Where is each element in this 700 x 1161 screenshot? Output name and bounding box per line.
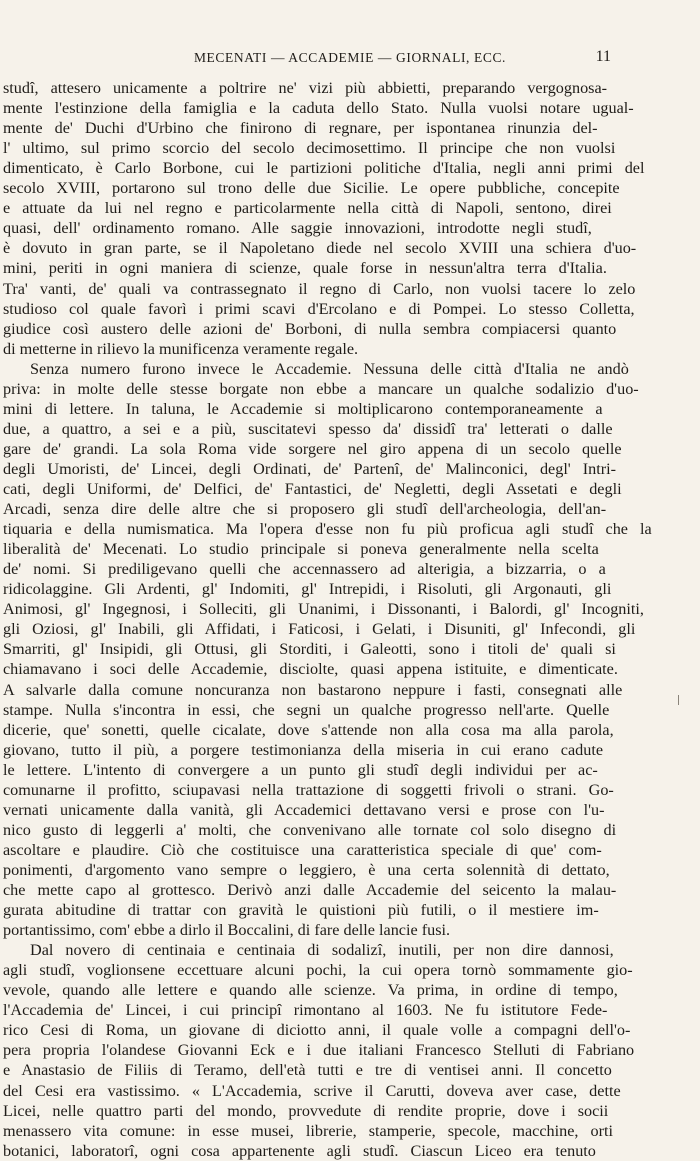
text-line: quasi, dell' ordinamento romano. Alle saggie innovazioni, introdotte negli studî, (3, 219, 592, 238)
text-line: portantissimo, com' ebbe a dirlo il Boccalini, di fare delle lancie fusi. (3, 921, 451, 940)
text-line: studioso col quale favorì i primi scavi d'Ercolano e di Pompei. Lo stesso Colletta, (3, 299, 635, 318)
text-line: gurata abitudine di trattar con gravità le quistioni più futili, o il mestiere im- (3, 901, 599, 920)
text-line: che mette capo al grottesco. Derivò anzi dalle Accademie del seicento la malau- (3, 881, 617, 899)
text-line: mini, periti in ogni maniera di scienze, quale forse in nessun'altra terra d'Italia. (3, 259, 607, 278)
running-title: MECENATI — ACCADEMIE — GIORNALI, ECC. (193, 50, 507, 65)
text-line: mini di lettere. In taluna, le Accademie si moltiplicarono contemporaneamente a (3, 399, 603, 418)
text-line: rico Cesi di Roma, un giovane di diciotto anni, il quale volle a compagni dell'o- (3, 1021, 631, 1040)
text-line: dimenticato, è Carlo Borbone, cui le partizioni politiche d'Italia, negli anni primi del (3, 159, 645, 178)
text-line: vernati unicamente dalla vanità, gli Accademici dettavano versi e prose con l'u- (3, 800, 605, 819)
text-line: giudice così austero delle azioni de' Borboni, di nulla sembra compiacersi quanto (3, 319, 617, 338)
text-line: Dal novero di centinaia e centinaia di sodalizî, inutili, per non dire dannosi, (30, 941, 614, 960)
text-line: menassero vita comune: in esse musei, librerie, stamperie, specole, macchine, orti (3, 1121, 613, 1140)
text-line: dicerie, que' sonetti, quelle cicalate, dove s'attende non alla cosa ma alla parola, (3, 720, 614, 739)
text-line: gli Oziosi, gl' Inabili, gli Affidati, i Faticosi, i Gelati, i Disuniti, gl' Infecondi, gli (3, 620, 636, 639)
text-line: comunarne il profitto, sciupavasi nella trattazione di soggetti frivoli o strani. Go- (3, 780, 614, 799)
text-line: ponimenti, d'argomento vano sempre o leggiero, è una certa solennità di dettato, (3, 860, 610, 879)
text-line: l' ultimo, sul primo scorcio del secolo decimosettimo. Il principe che non vuolsi (3, 139, 616, 158)
text-line: gare de' grandi. La sola Roma vide sorgere nel giro appena di un secolo quelle (3, 439, 622, 458)
text-line: Senza numero furono invece le Accademie. Nessuna delle città d'Italia ne andò (30, 359, 629, 378)
text-line: ascoltare e plaudire. Ciò che costituisce una caratteristica speciale di que' com- (3, 840, 602, 859)
text-line: botanici, laboratorî, ogni cosa appartenente agli studî. Ciascun Liceo era tenuto (3, 1141, 596, 1160)
text-line: Tra' vanti, de' quali va contrassegnato il regno di Carlo, non vuolsi tacere lo zelo (3, 279, 636, 298)
text-line: e Anastasio de Filiis di Teramo, dell'età tutti e tre di ventisei anni. Il concetto (3, 1061, 612, 1080)
text-line: pera propria l'olandese Giovanni Eck e i due italiani Francesco Stelluti di Fabriano (3, 1041, 635, 1060)
text-line: cati, degli Uniformi, de' Delfici, de' Fantastici, de' Negletti, degli Assetati e degli (3, 480, 622, 498)
text-line: priva: in molte delle stesse borgate non ebbe a mancare un qualche sodalizio d'uo- (3, 379, 639, 398)
text-line: A salvarle dalla comune noncuranza non bastarono neppure i fasti, consegnati alle (3, 680, 623, 699)
text-line: chiamavano i soci delle Accademie, disciolte, quasi appena istituite, e dimenticate. (3, 660, 618, 679)
text-line: studî, attesero unicamente a poltrire ne' vizi più abbietti, preparando vergognosa- (3, 79, 608, 97)
text-line: stampe. Nulla s'incontra in essi, che segni un qualche progresso nell'arte. Quelle (3, 700, 610, 719)
text-line: di metterne in rilievo la munificenza veramente regale. (3, 339, 359, 358)
text-line: de' nomi. Si prediligevano quelli che accennassero ad alterigia, a bizzarria, o a (3, 560, 606, 579)
text-line: del Cesi era vastissimo. « L'Accademia, scrive il Carutti, doveva aver case, dette (3, 1081, 621, 1100)
text-line: vevole, quando alle lettere e quando alle scienze. Va prima, in ordine di tempo, (3, 981, 618, 1000)
text-line: degli Umoristi, de' Lincei, degli Ordinati, de' Partenî, de' Malinconici, degl' Intri- (3, 459, 617, 478)
text-line: Arcadi, senza dire delle altre che si proposero gli studî dell'archeologia, dell'an- (3, 500, 607, 519)
text-line: mente de' Duchi d'Urbino che finirono di regnare, per ispontanea rinunzia del- (3, 119, 598, 138)
text-line: secolo XVIII, portarono sul trono delle due Sicilie. Le opere pubbliche, concepite (3, 179, 620, 198)
text-line: ridicolaggine. Gli Ardenti, gl' Indomiti, gl' Intrepidi, i Risoluti, gli Argonauti, gli (3, 580, 612, 599)
text-line: mente l'estinzione della famiglia e la caduta dello Stato. Nulla vuolsi notare ugual- (3, 99, 634, 118)
text-line: Licei, nelle quattro parti del mondo, provvedute di rendite proprie, dove i socii (3, 1101, 609, 1120)
text-line: Smarriti, gl' Insipidi, gli Ottusi, gli Storditi, i Galeotti, sono i titoli de' quali si (3, 640, 616, 659)
margin-mark (678, 695, 679, 705)
text-line: nico gusto di leggerli a' molti, che convenivano alle tornate col solo disegno di (3, 820, 617, 839)
text-line: le lettere. L'intento di convergere a un punto gli studî degli individui per ac- (3, 760, 598, 779)
text-line: è dovuto in gran parte, se il Napoletano diede nel secolo XVIII una schiera d'uo- (3, 239, 637, 258)
text-line: giovano, tutto il più, a porgere testimonianza della miseria in cui erano cadute (3, 740, 604, 759)
text-line: due, a quattro, a sei e a più, suscitatevi spesso da' dissidî tra' letterati o dalle (3, 419, 613, 438)
text-line: agli studî, voglionsene eccettuare alcuni pochi, la cui opera tornò sommamente gio- (3, 961, 633, 980)
text-line: l'Accademia de' Lincei, i cui principî rimontano al 1603. Ne fu istitutore Fede- (3, 1001, 608, 1020)
text-line: Animosi, gl' Ingegnosi, i Solleciti, gli Unanimi, i Dissonanti, i Balordi, gl' Incogniti, (3, 600, 644, 619)
text-line: e attuate da lui nel regno e particolarmente nella città di Napoli, sentono, direi (3, 199, 612, 218)
page-number: 11 (595, 48, 611, 65)
text-line: liberalità de' Mecenati. Lo studio principale si poneva generalmente nella scelta (3, 540, 599, 559)
page-header (0, 50, 700, 72)
text-line: tiquaria e della numismatica. Ma l'opera d'esse non fu più proficua agli studî che la (3, 520, 652, 539)
